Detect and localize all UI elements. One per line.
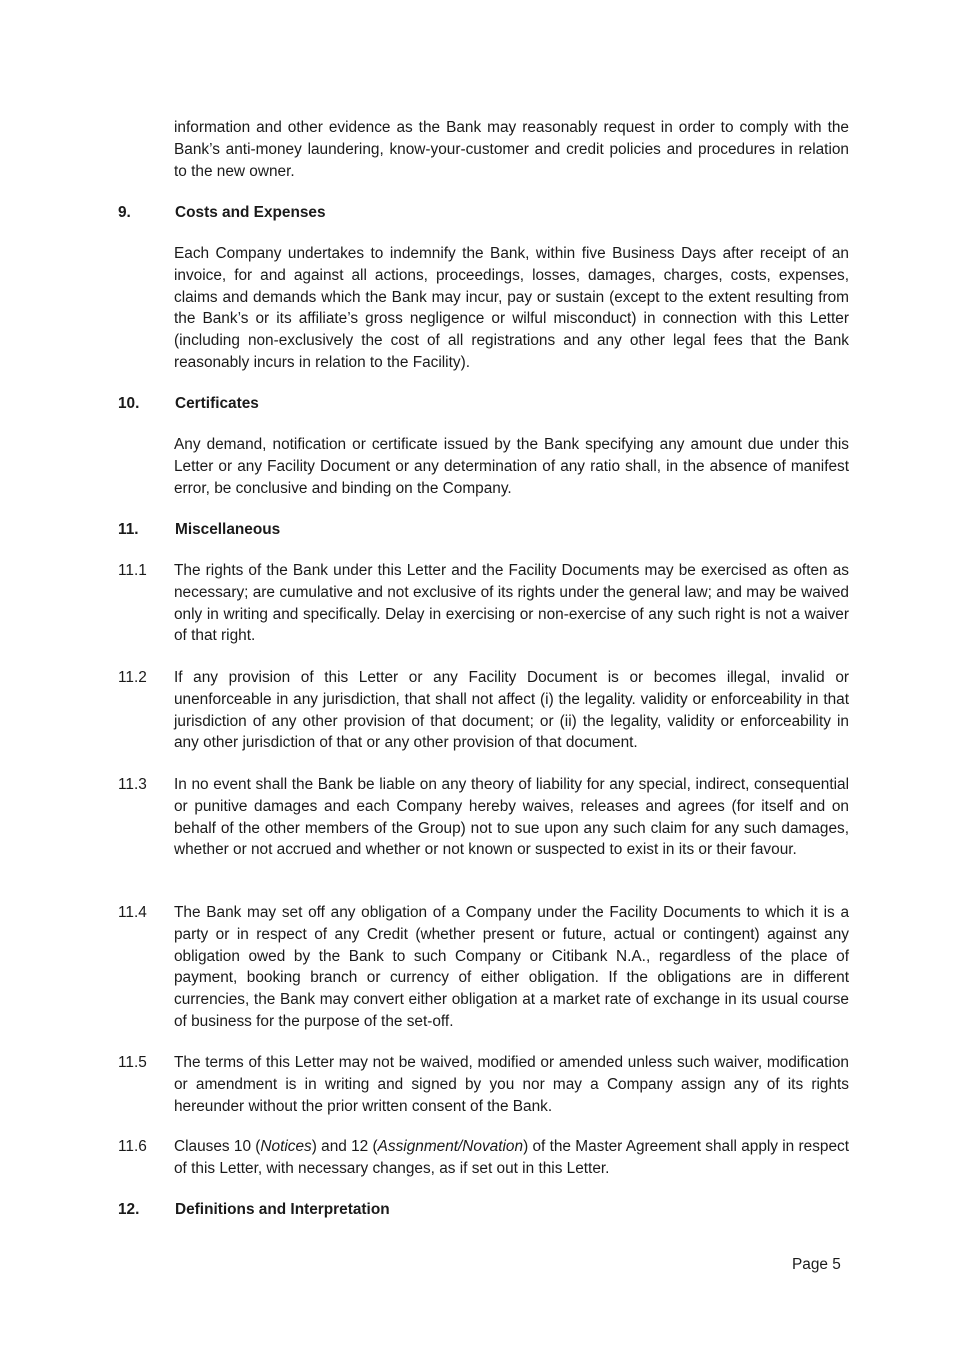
clause-number: 11.4 (118, 904, 147, 921)
clause-11-2 (118, 667, 849, 754)
clause-11-4 (118, 902, 849, 1033)
clause-text-italic: Notices (260, 1138, 312, 1155)
clause-text: The rights of the Bank under this Letter and the Facility Documents may be exercised as often as necessary; are cumulative and not exclusive of its rights under the general law; and may be waived only in writing and specifically. Delay in exercising or non-exercise of any such right is not a waiver of that right. (174, 562, 849, 645)
section-number: 10. (118, 395, 140, 412)
clause-text-part: Clauses 10 ( (174, 1138, 261, 1155)
section-heading-miscellaneous (118, 519, 849, 541)
clause-11-3 (118, 774, 849, 861)
clause-text: In no event shall the Bank be liable on any theory of liability for any special, indirect, consequential or punitive damages and each Company hereby waives, releases and agrees (for itself and on behalf of the other members of the Group) not to sue upon any such claim for any such damages, whether or not accrued and whether or not known or suspected to exist in its or their favour. (174, 776, 849, 859)
page-number: Page 5 (792, 1256, 841, 1273)
clause-number: 11.5 (118, 1054, 147, 1071)
section-number: 12. (118, 1201, 140, 1218)
section-number: 9. (118, 204, 131, 221)
section-title: Costs and Expenses (175, 204, 326, 221)
clause-text: The Bank may set off any obligation of a Company under the Facility Documents to which it is a party or in respect of any Credit (whether present or future, actual or contingent) against any obligation owed by the Bank to such Company or Citibank N.A., regardless of the place of payment, booking branch or currency of either obligation. If the obligations are in different currencies, the Bank may convert either obligation at a market rate of exchange in its usual course of business for the purpose of the set-off. (174, 904, 849, 1030)
section-body-certificates: Any demand, notification or certificate issued by the Bank specifying any amount due under this Letter or any Facility Document or any determination of any ratio shall, in the absence of manifest error, be conclusive and binding on the Company. (174, 436, 849, 497)
clause-11-6 (118, 1136, 849, 1180)
section-title: Certificates (175, 395, 259, 412)
section-heading-costs (118, 202, 849, 224)
section-number: 11. (118, 521, 139, 538)
section-heading-definitions (118, 1199, 849, 1221)
section-title: Definitions and Interpretation (175, 1201, 390, 1218)
clause-text: If any provision of this Letter or any Facility Document is or becomes illegal, invalid or unenforceable in any jurisdiction, that shall not affect (i) the legality. validity or enforceability in that jurisdiction of any other provision of that document; or (ii) the legality, validity or enforceability in any other jurisdiction of that or any other provision of that document. (174, 669, 849, 752)
section-heading-certificates (118, 393, 849, 415)
section-title: Miscellaneous (175, 521, 281, 538)
clause-11-1 (118, 560, 849, 647)
clause-text-part: ) and 12 ( (311, 1138, 378, 1155)
clause-number: 11.3 (118, 776, 147, 793)
clause-number: 11.2 (118, 669, 147, 686)
clause-number: 11.6 (118, 1138, 147, 1155)
section-body-costs: Each Company undertakes to indemnify the Bank, within five Business Days after receipt of an invoice, for and against all actions, proceedings, losses, damages, charges, costs, expenses, claims and demands which the Bank may incur, pay or sustain (except to the extent resulting from the Bank’s or its affiliate’s gross negligence or wilful misconduct) in connection with this Letter (including non-exclusively the cost of all registrations and any other legal fees that the Bank reasonably incurs in relation to the Facility). (174, 245, 849, 371)
clause-number: 11.1 (118, 562, 147, 579)
clause-text-part: ) of the Master Agreement shall apply in respect of this Letter, with necessary changes, as if set out in this Letter. (174, 1138, 849, 1177)
clause-11-5 (118, 1052, 849, 1117)
clause-text: The terms of this Letter may not be waived, modified or amended unless such waiver, modification or amendment is in writing and signed by you nor may a Company assign any of its rights hereunder without the prior written consent of the Bank. (174, 1054, 849, 1115)
clause-text-italic: Assignment/Novation (377, 1138, 524, 1155)
clause-text (174, 1136, 849, 1180)
intro-paragraph: information and other evidence as the Bank may reasonably request in order to comply with the Bank’s anti-money laundering, know-your-customer and credit policies and procedures in relation to the new owner. (174, 119, 849, 180)
